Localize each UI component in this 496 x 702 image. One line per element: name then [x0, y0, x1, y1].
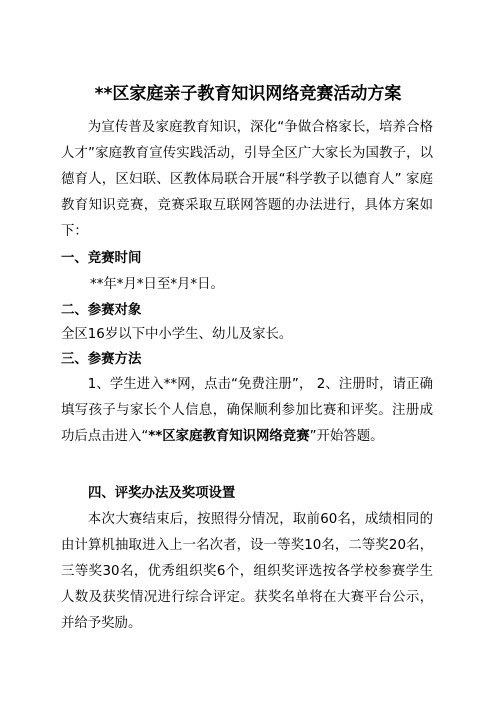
section-heading-time: 一、竞赛时间 — [61, 251, 142, 266]
method-text-part-2: ”开始答题。 — [309, 429, 384, 444]
intro-paragraph: 为宣传普及家庭教育知识，深化“争做合格家长，培养合格人才”家庭教育宣传实践活动，引导全区广大家长为国教子，以德育人，区妇联、区教体局联合开展“科学教子以德育人” 家庭教育知识竞赛，竞赛采取互联网答题的办法进行，具体方案如下： — [61, 120, 433, 239]
section-heading-participants: 二、参赛对象 — [61, 303, 142, 318]
document-title: **区家庭亲子教育知识网络竞赛活动方案 — [94, 84, 402, 104]
section-body-participants: 全区16岁以下中小学生、幼儿及家长。 — [61, 327, 293, 342]
section-body-method — [61, 372, 433, 450]
section-body-time: **年*月*日至*月*日。 — [90, 277, 224, 292]
section-heading-method: 三、参赛方法 — [61, 352, 142, 367]
section-body-awards: 本次大赛结束后，按照得分情况，取前60名，成绩相同的由计算机抽取进入上一名次者，设一等奖10名，二等奖20名，三等奖30名，优秀组织奖6个，组织奖评选按各学校参赛学生人数及获奖情况进行综合评定。获奖名单将在大赛平台公示，并给予奖励。 — [61, 512, 433, 631]
method-text-part-1: 1、学生进入**网，点击“免费注册”， 2、注册时，请正确填写孩子与家长个人信息，确保顺利参加比赛和评奖。注册成功后点击进入“ — [61, 377, 433, 444]
method-competition-name: **区家庭教育知识网络竞赛 — [148, 429, 310, 444]
section-heading-awards: 四、评奖办法及奖项设置 — [88, 486, 236, 501]
